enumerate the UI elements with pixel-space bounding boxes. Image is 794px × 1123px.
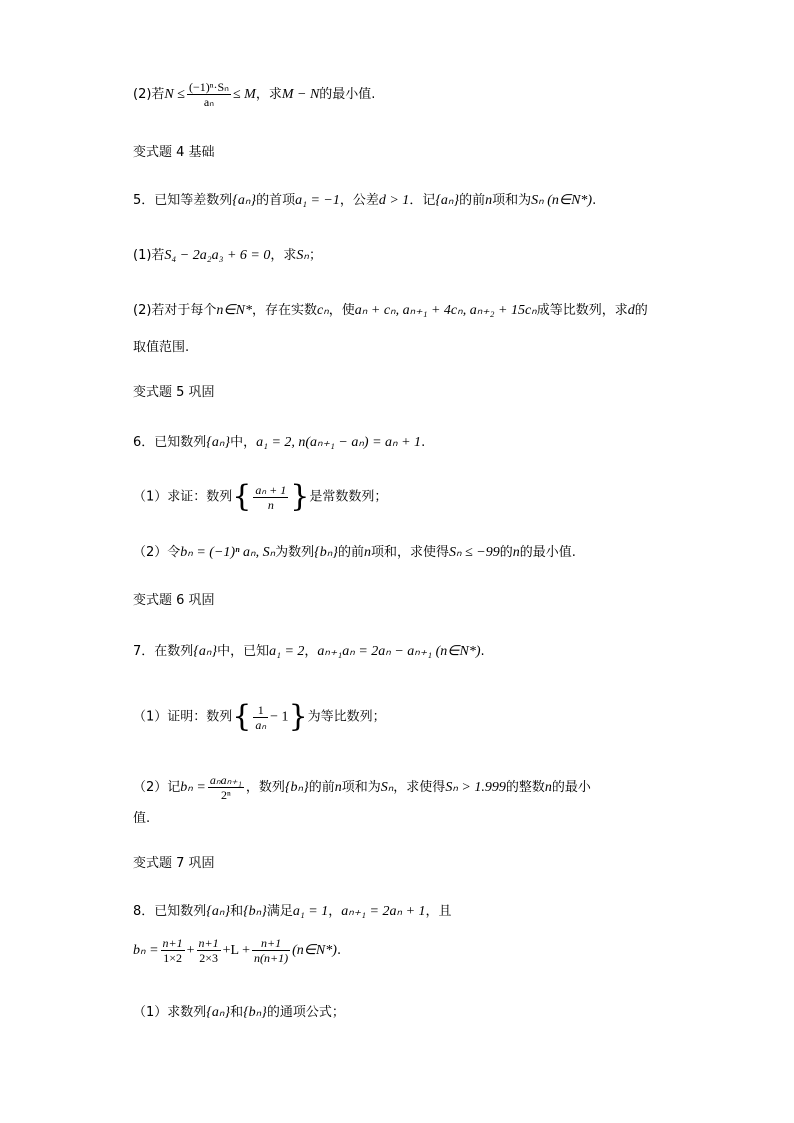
fraction bbox=[187, 80, 231, 109]
math: {aₙ} bbox=[232, 193, 257, 208]
text: . bbox=[336, 943, 342, 958]
math: M − N bbox=[281, 87, 320, 102]
math: {aₙ} bbox=[206, 1005, 231, 1020]
math: aₙ₊₁ = 2aₙ + 1 bbox=[341, 904, 426, 919]
fraction-denominator: n(n+1) bbox=[253, 951, 289, 965]
section-heading: 变式题 5 巩固 bbox=[133, 385, 215, 400]
question-5-part-2-continued: 取值范围. bbox=[133, 340, 190, 355]
question-7-part-2-continued: 值. bbox=[133, 811, 151, 826]
text: 的最小值. bbox=[319, 87, 376, 102]
math: ≤ M bbox=[232, 87, 256, 102]
math: bₙ = bbox=[180, 780, 206, 795]
text: . bbox=[592, 193, 597, 208]
question-6-part-1 bbox=[133, 479, 388, 514]
math: Sₙ > 1.999 bbox=[445, 780, 506, 795]
math: n bbox=[512, 545, 520, 560]
math: n bbox=[544, 780, 552, 795]
text: 的首项 bbox=[256, 193, 296, 208]
fraction bbox=[197, 936, 221, 965]
fraction-denominator: aₙ bbox=[255, 717, 267, 732]
math: Sₙ bbox=[380, 780, 394, 795]
text: 的 bbox=[634, 303, 648, 318]
text: ，存在实数 bbox=[251, 303, 317, 318]
math: {bₙ} bbox=[314, 545, 338, 560]
question-7 bbox=[133, 643, 485, 661]
text: 中， bbox=[230, 435, 257, 450]
question-7-part-2 bbox=[133, 773, 591, 802]
fraction bbox=[253, 483, 288, 512]
math: n bbox=[485, 193, 493, 208]
question-5-part-2 bbox=[133, 302, 648, 320]
text: ，求 bbox=[255, 87, 282, 102]
text: 8．已知数列 bbox=[133, 904, 207, 919]
text: 为等比数列； bbox=[307, 709, 386, 725]
text: 为数列 bbox=[275, 545, 315, 560]
fraction-denominator: n bbox=[253, 497, 288, 512]
math: bₙ = bbox=[133, 943, 159, 958]
text: ； bbox=[308, 248, 322, 263]
text: 是常数数列； bbox=[309, 489, 388, 505]
question-7-part-1 bbox=[133, 699, 386, 734]
math: d bbox=[627, 303, 635, 318]
text: . bbox=[480, 644, 485, 659]
math: aₙ₊₁aₙ = 2aₙ − aₙ₊₁ (n∈N*) bbox=[317, 644, 481, 659]
right-brace: } bbox=[288, 699, 308, 734]
question-5 bbox=[133, 192, 596, 210]
fraction bbox=[208, 773, 244, 802]
math: {bₙ} bbox=[284, 780, 309, 795]
section-heading: 变式题 4 基础 bbox=[133, 145, 215, 160]
math: a₁ = 2 bbox=[269, 644, 305, 659]
text: ，求 bbox=[270, 248, 297, 263]
fraction-numerator: aₙaₙ₊₁ bbox=[209, 773, 242, 787]
math: +L + bbox=[222, 943, 250, 958]
question-5-part-1 bbox=[133, 247, 322, 265]
right-brace: } bbox=[290, 479, 310, 514]
math: {aₙ} bbox=[206, 435, 231, 450]
text: ，且 bbox=[425, 904, 452, 919]
text: ，求使得 bbox=[393, 780, 446, 795]
text: 的最小 bbox=[551, 780, 591, 795]
question-8 bbox=[133, 903, 452, 921]
math: n bbox=[334, 780, 342, 795]
question-6 bbox=[133, 434, 425, 452]
text: 满足 bbox=[266, 904, 293, 919]
text: ，公差 bbox=[339, 193, 379, 208]
math: n∈N* bbox=[216, 303, 252, 318]
math: Sₙ ≤ −99 bbox=[448, 545, 500, 560]
text: 项和，求使得 bbox=[370, 545, 449, 560]
text: (1)若 bbox=[133, 248, 165, 263]
text: 项和为 bbox=[492, 193, 532, 208]
fraction bbox=[161, 936, 185, 965]
math: + bbox=[186, 943, 195, 958]
text: ．记 bbox=[409, 193, 436, 208]
text: 中，已知 bbox=[217, 644, 270, 659]
math: a₁ = 2, n(aₙ₊₁ − aₙ) = aₙ + 1 bbox=[256, 435, 422, 450]
math: {aₙ} bbox=[193, 644, 218, 659]
fraction bbox=[252, 936, 290, 965]
math: cₙ bbox=[316, 303, 329, 318]
question-6-part-2 bbox=[133, 544, 576, 562]
math: N ≤ bbox=[164, 87, 185, 102]
text: 和 bbox=[230, 904, 244, 919]
left-brace: { bbox=[232, 699, 252, 734]
fraction-numerator: n+1 bbox=[162, 936, 183, 950]
math: a₁ = −1 bbox=[295, 193, 340, 208]
fraction-numerator: (−1)ⁿ·Sₙ bbox=[188, 80, 229, 94]
fraction-denominator: 2×3 bbox=[197, 950, 221, 965]
math: bₙ = (−1)ⁿ aₙ, Sₙ bbox=[180, 545, 276, 560]
math: {bₙ} bbox=[243, 904, 267, 919]
subquestion-2-prev bbox=[133, 80, 375, 109]
text: 6．已知数列 bbox=[133, 435, 207, 450]
text: 5．已知等差数列 bbox=[133, 193, 233, 208]
fraction-numerator: n+1 bbox=[260, 936, 282, 950]
text: 的前 bbox=[337, 545, 364, 560]
math: S₄ − 2a₂a₃ + 6 = 0 bbox=[164, 248, 271, 263]
math: − 1 bbox=[270, 709, 289, 725]
math: {aₙ} bbox=[206, 904, 231, 919]
math: {bₙ} bbox=[243, 1005, 267, 1020]
text: ， bbox=[328, 904, 342, 919]
question-8-part-1 bbox=[133, 1004, 345, 1022]
math: (n∈N*) bbox=[292, 943, 337, 958]
question-8-formula bbox=[133, 936, 341, 965]
text: 的 bbox=[499, 545, 513, 560]
text: (2)若对于每个 bbox=[133, 303, 217, 318]
fraction-denominator: 2ⁿ bbox=[208, 787, 244, 802]
text: 成等比数列，求 bbox=[536, 303, 628, 318]
text: 的最小值. bbox=[519, 545, 576, 560]
text: 的通项公式； bbox=[266, 1005, 345, 1020]
math: {aₙ} bbox=[435, 193, 460, 208]
fraction-numerator: n+1 bbox=[198, 936, 219, 950]
text: （2）记 bbox=[133, 780, 181, 795]
math: a₁ = 1 bbox=[292, 904, 329, 919]
section-heading: 变式题 6 巩固 bbox=[133, 593, 215, 608]
text: ，数列 bbox=[245, 780, 285, 795]
text: （1）求证：数列 bbox=[133, 489, 233, 505]
fraction-numerator: 1 bbox=[257, 702, 264, 717]
fraction-denominator: 1×2 bbox=[161, 950, 185, 965]
text: （1）证明：数列 bbox=[133, 709, 233, 725]
text: （1）求数列 bbox=[133, 1005, 207, 1020]
fraction-denominator: aₙ bbox=[187, 94, 231, 109]
text: 7．在数列 bbox=[133, 644, 194, 659]
fraction-numerator: aₙ + 1 bbox=[255, 482, 287, 497]
text: (2)若 bbox=[133, 87, 165, 102]
text: 的整数 bbox=[505, 780, 545, 795]
math: d > 1 bbox=[378, 193, 410, 208]
section-heading: 变式题 7 巩固 bbox=[133, 856, 215, 871]
math: aₙ + cₙ, aₙ₊₁ + 4cₙ, aₙ₊₂ + 15cₙ bbox=[354, 303, 537, 318]
left-brace: { bbox=[232, 479, 252, 514]
text: 的前 bbox=[308, 780, 335, 795]
math: Sₙ bbox=[296, 248, 309, 263]
text: . bbox=[421, 435, 426, 450]
text: 的前 bbox=[459, 193, 486, 208]
text: 和 bbox=[230, 1005, 244, 1020]
math: Sₙ (n∈N*) bbox=[531, 193, 593, 208]
text: 项和为 bbox=[341, 780, 381, 795]
math: n bbox=[363, 545, 371, 560]
text: ， bbox=[304, 644, 318, 659]
text: ，使 bbox=[328, 303, 355, 318]
fraction bbox=[253, 703, 268, 732]
text: （2）令 bbox=[133, 545, 181, 560]
